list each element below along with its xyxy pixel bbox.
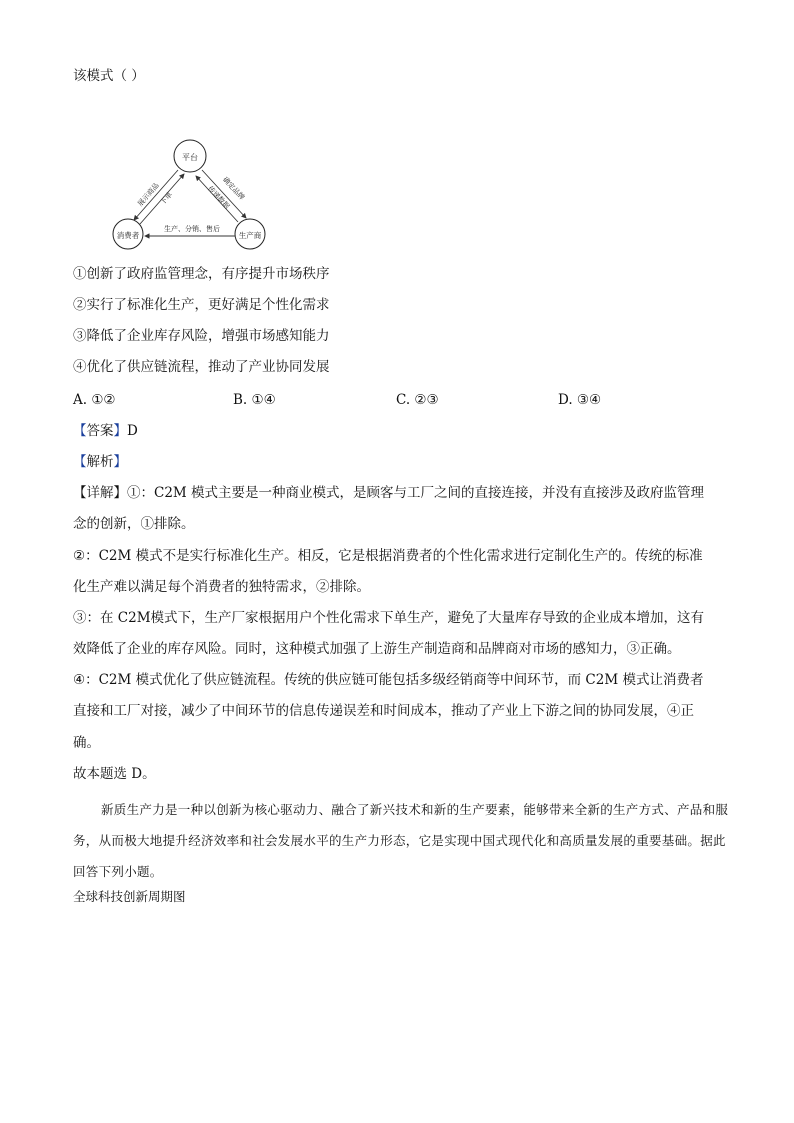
answer-bracket-open: 【 (73, 423, 87, 439)
explanation-line: 确。 (73, 735, 100, 751)
platform-label: 平台 (182, 153, 198, 162)
edge-label-production: 生产、分销、售后 (164, 225, 220, 233)
explanation-line: 【详解】①：C2M 模式主要是一种商业模式，是顾客与工厂之间的直接连接，并没有直接涉及政府监管理 (73, 485, 705, 501)
statement-3: ③降低了企业库存风险，增强市场感知能力 (73, 328, 330, 344)
edge-label-order: 下单 (158, 190, 175, 207)
analysis-bracket-close: 】 (113, 454, 127, 470)
explanation-line: 直接和工厂对接，减少了中间环节的信息传递误差和时间成本，推动了产业上下游之间的协同发展，④正 (73, 703, 694, 719)
explanation-line: ③：在 C2M模式下，生产厂家根据用户个性化需求下单生产，避免了大量库存导致的企业成本增加，这有 (73, 610, 705, 626)
option-a: A. ①② (73, 392, 116, 408)
explanation-line: ④：C2M 模式优化了供应链流程。传统的供应链可能包括多级经销商等中间环节，而 C2M 模式让消费者 (73, 672, 704, 688)
statement-2: ②实行了标准化生产，更好满足个性化需求 (73, 297, 330, 313)
statement-4: ④优化了供应链流程，推动了产业协同发展 (73, 359, 330, 375)
answer-label: 答案 (86, 423, 114, 439)
explanation-line: 故本题选 D。 (73, 766, 156, 782)
producer-label: 生产商 (238, 231, 262, 240)
consumer-label: 消费者 (116, 231, 140, 240)
edge-label-data: 传递数据 (205, 184, 231, 211)
figure-caption: 全球科技创新周期图 (73, 889, 186, 904)
question-stem: 该模式（ ） (73, 68, 145, 84)
analysis-bracket-open: 【 (73, 454, 87, 470)
analysis-heading (73, 452, 127, 472)
analysis-label: 解析 (86, 454, 114, 470)
option-b: B. ①④ (233, 392, 276, 408)
explanation-line: 化生产难以满足每个消费者的独特需求，②排除。 (73, 579, 370, 595)
option-d: D. ③④ (558, 392, 602, 408)
answer-bracket-close: 】 (113, 423, 127, 439)
edge-label-show-goods: 展示商品 (136, 181, 161, 208)
answer-value: D (127, 423, 138, 439)
statement-1: ①创新了政府监管理念，有序提升市场秩序 (73, 266, 330, 282)
answer-line (73, 421, 138, 441)
c2m-diagram (108, 138, 268, 250)
explanation-line: ②：C2M 模式不是实行标准化生产。相反，它是根据消费者的个性化需求进行定制化生产的。传统的标准 (73, 548, 703, 564)
explanation-line: 念的创新，①排除。 (73, 516, 195, 532)
option-c: C. ②③ (396, 392, 439, 408)
material-passage: 新质生产力是一种以创新为核心驱动力、融合了新兴技术和新的生产要素，能够带来全新的生产方式、产品和服务，从而极大地提升经济效率和社会发展水平的生产力形态，它是实现中国式现代化和高质量发展的重要基础。据此回答下列小题。 (73, 802, 729, 879)
explanation-line: 效降低了企业的库存风险。同时，这种模式加强了上游生产制造商和品牌商对市场的感知力，③正确。 (73, 641, 681, 657)
edge-label-brand: 确定品牌 (220, 175, 246, 202)
